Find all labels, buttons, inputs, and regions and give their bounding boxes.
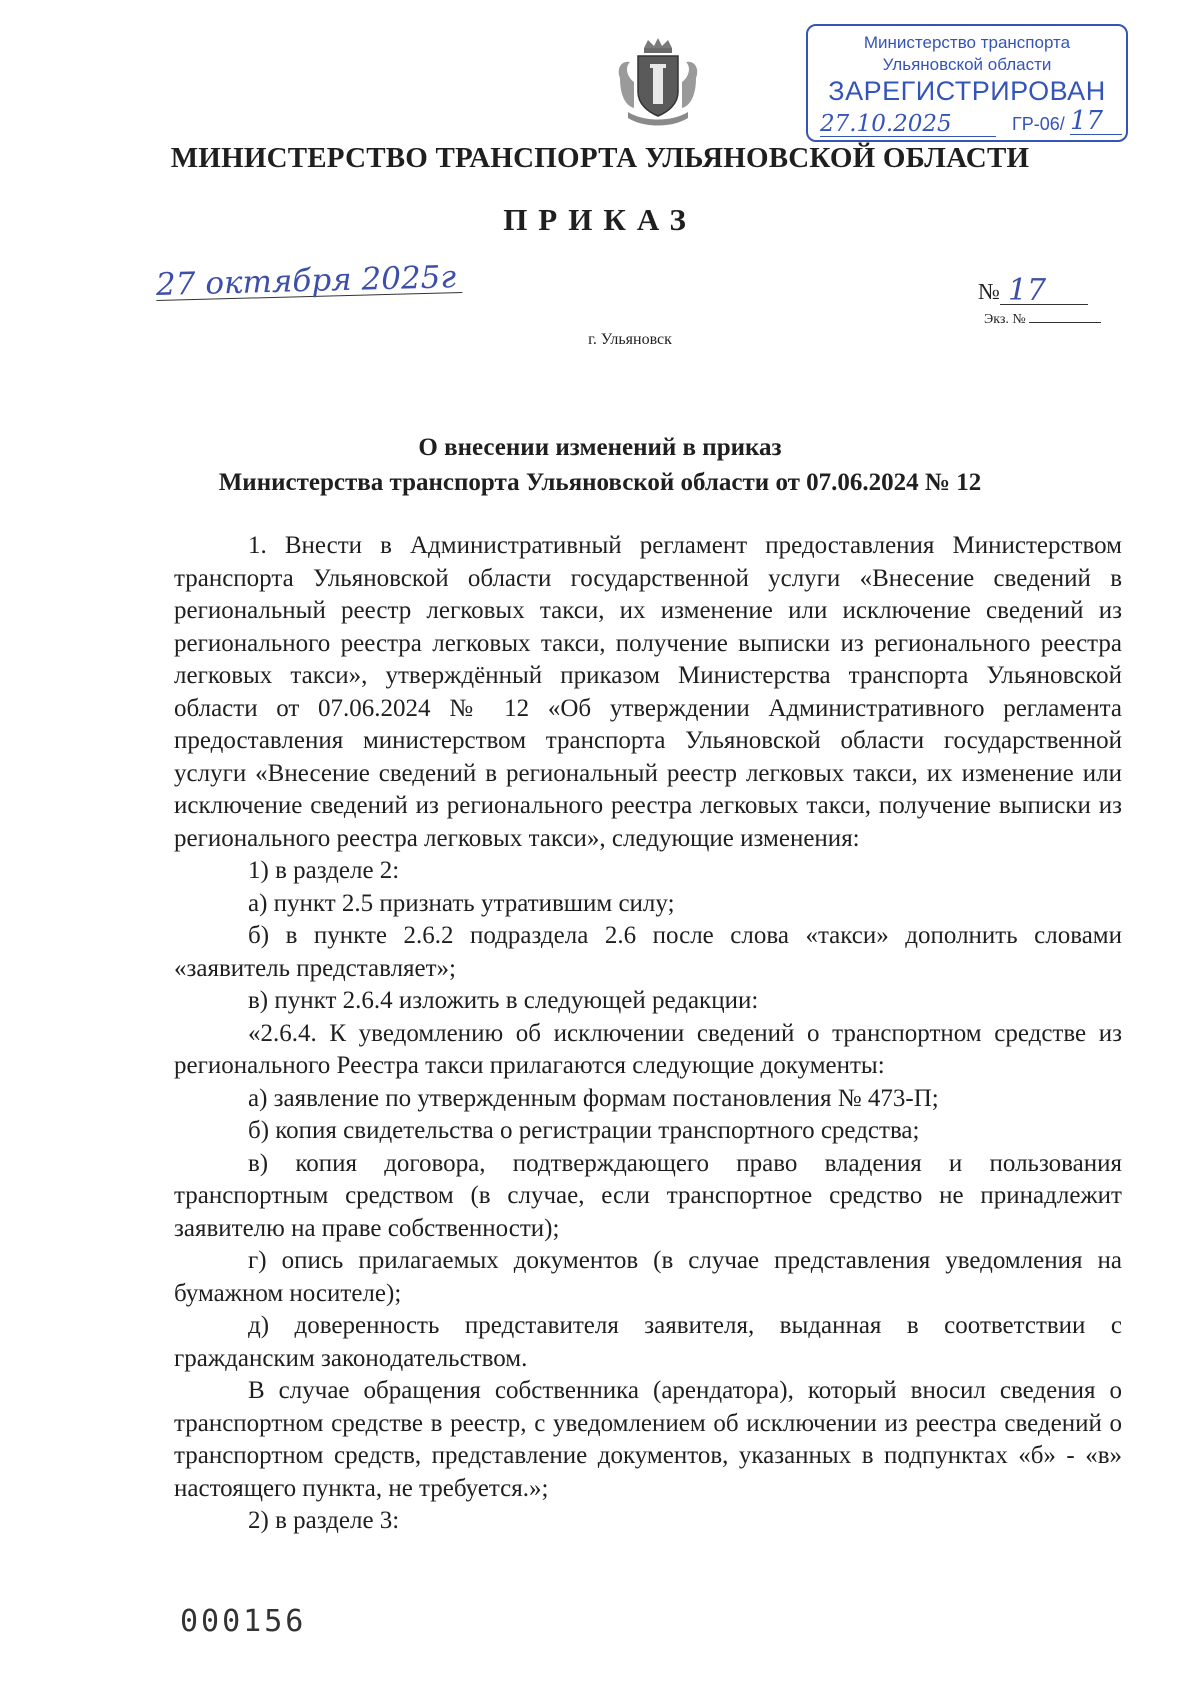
paragraph-1: 1. Внести в Административный регламент предоставления Министерством транспорта Ульяновской области государственной услуги «Внесение сведений в региональный реестр легковых такси, их изменение или исключение сведений из регионального реестра легковых такси, получение выписки из регионального реестра легковых такси», утверждённый приказом Министерства транспорта Ульяновской области от 07.06.2024 № 12 «Об утверждении Административного регламента предоставления министерством транспорта Ульяновской области государственной услуги «Внесение сведений в региональный реестр легковых такси, их изменение или исключение сведений из регионального реестра легковых такси, получение выписки из регионального реестра легковых такси», следующие изменения: <box>174 532 1122 852</box>
paragraph-13: 2) в разделе 3: <box>248 1507 400 1534</box>
title-line-1: О внесении изменений в приказ <box>418 434 782 461</box>
copy-number-line <box>1029 322 1101 323</box>
registration-stamp <box>806 24 1128 142</box>
stamp-reg-prefix: ГР-06/ <box>1012 114 1065 134</box>
ulyanovsk-coat-of-arms-icon <box>614 38 702 128</box>
document-title <box>0 430 1200 500</box>
stamp-line-2: Ульяновской области <box>882 55 1052 74</box>
copy-number-label: Экз. № <box>984 312 1026 327</box>
paragraph-4: б) в пункте 2.6.2 подраздела 2.6 после слова «такси» дополнить словами «заявитель представляет»; <box>174 922 1122 982</box>
order-number-value: 17 <box>1000 278 1088 305</box>
paragraph-9: в) копия договора, подтверждающего право владения и пользования транспортным средством (в случае, если транспортное средство не принадлежит заявителю на праве собственности); <box>174 1149 1122 1242</box>
paragraph-10: г) опись прилагаемых документов (в случае представления уведомления на бумажном носителе); <box>174 1247 1122 1307</box>
order-number <box>978 273 1088 308</box>
document-type: ПРИКАЗ <box>503 202 697 237</box>
paragraph-5: в) пункт 2.6.4 изложить в следующей редакции: <box>248 987 759 1014</box>
paragraph-6: «2.6.4. К уведомлению об исключении сведений о транспортном средстве из регионального Реестра такси прилагаются следующие документы: <box>174 1019 1122 1079</box>
paragraph-2: 1) в разделе 2: <box>248 857 400 884</box>
handwritten-date: 27 октября 2025г <box>156 262 463 301</box>
title-line-2: Министерства транспорта Ульяновской области от 07.06.2024 № 12 <box>218 469 982 496</box>
order-number-label: № <box>978 279 1000 304</box>
copy-number <box>984 312 1101 328</box>
ministry-name: МИНИСТЕРСТВО ТРАНСПОРТА УЛЬЯНОВСКОЙ ОБЛАСТИ <box>170 142 1030 174</box>
stamp-date: 27.10.2025 <box>820 112 996 137</box>
paragraph-11: д) доверенность представителя заявителя, выданная в соответствии с гражданским законодательством. <box>174 1312 1122 1372</box>
stamp-reg-number: 17 <box>1070 108 1122 135</box>
paragraph-8: б) копия свидетельства о регистрации транспортного средства; <box>248 1117 920 1144</box>
paragraph-7: а) заявление по утвержденным формам постановления № 473-П; <box>248 1084 939 1112</box>
paragraph-12: В случае обращения собственника (арендатора), который вносил сведения о транспортном средстве в реестр, с уведомлением об исключении из реестра сведений о транспортном средств, представление документов, указанных в подпунктах «б» - «в» настоящего пункта, не требуется.»; <box>174 1377 1122 1502</box>
stamp-registered: ЗАРЕГИСТРИРОВАН <box>828 76 1106 106</box>
stamp-line-1: Министерство транспорта <box>863 33 1071 52</box>
document-body <box>174 530 1122 1538</box>
paragraph-3: а) пункт 2.5 признать утратившим силу; <box>248 889 675 917</box>
document-serial: 000156 <box>180 1604 307 1639</box>
city: г. Ульяновск <box>588 331 672 348</box>
